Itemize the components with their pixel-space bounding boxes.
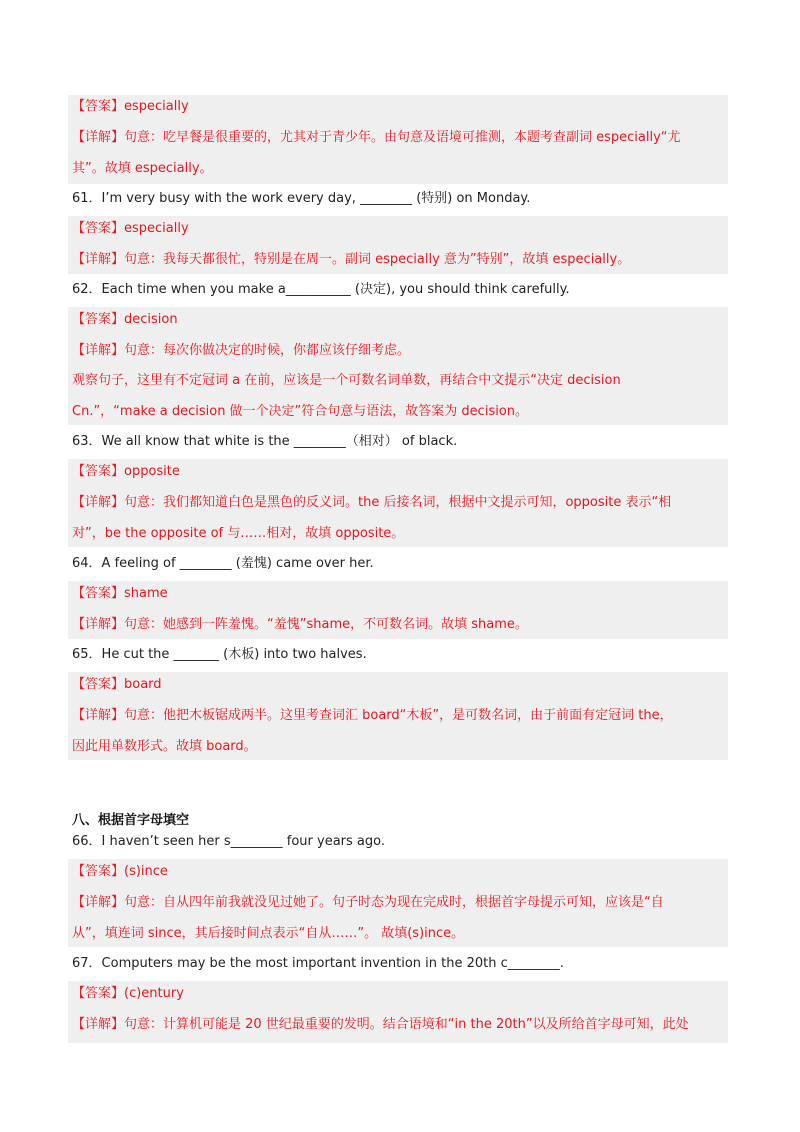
detail-line: 【详解】句意：自从四年前我就没见过她了。句子时态为现在完成时，根据首字母提示可知，应该是“自 [72, 895, 664, 910]
question-64: 64．A feeling of ________ (羞愧) came over her. [72, 556, 374, 571]
answer-label: 【答案】decision [72, 312, 178, 327]
answer-label: 【答案】(s)ince [72, 864, 168, 879]
detail-line: 【详解】句意：他把木板锯成两半。这里考查词汇 board“木板”，是可数名词，由于前面有定冠词 the， [72, 708, 673, 723]
answer-label: 【答案】especially [72, 99, 189, 114]
question-61: 61．I’m very busy with the work every day, ________ (特别) on Monday. [72, 191, 531, 206]
answer-label: 【答案】board [72, 677, 162, 692]
answer-label: 【答案】opposite [72, 464, 180, 479]
answer-label: 【答案】(c)entury [72, 986, 184, 1001]
detail-line: 【详解】句意：计算机可能是 20 世纪最重要的发明。结合语境和“in the 20th”以及所给首字母可知，此处 [72, 1017, 689, 1032]
detail-line: 【详解】句意：吃早餐是很重要的，尤其对于青少年。由句意及语境可推测，本题考查副词 especially“尤 [72, 130, 681, 145]
detail-line: 【详解】句意：我每天都很忙，特别是在周一。副词 especially 意为”特别”，故填 especially。 [72, 252, 631, 267]
detail-line: 其”。故填 especially。 [72, 161, 213, 176]
question-65: 65．He cut the _______ (木板) into two halves. [72, 647, 367, 662]
detail-line: 【详解】句意：每次你做决定的时候，你都应该仔细考虑。 [72, 343, 411, 358]
question-67: 67．Computers may be the most important invention in the 20th c________. [72, 956, 564, 971]
question-66: 66．I haven’t seen her s________ four years ago. [72, 834, 385, 849]
detail-line: 观察句子，这里有不定冠词 a 在前，应该是一个可数名词单数，再结合中文提示“决定 decision [72, 373, 621, 388]
detail-line: 从”，填连词 since，其后接时间点表示“自从……”。 故填(s)ince。 [72, 926, 465, 941]
detail-line: 因此用单数形式。故填 board。 [72, 739, 257, 754]
detail-line: 【详解】句意：她感到一阵羞愧。“羞愧”shame，不可数名词。故填 shame。 [72, 617, 528, 632]
question-62: 62．Each time when you make a__________ (决定), you should think carefully. [72, 282, 570, 297]
detail-line: 对”，be the opposite of 与……相对，故填 opposite。 [72, 526, 405, 541]
answer-label: 【答案】shame [72, 586, 168, 601]
question-63: 63．We all know that white is the ________（相对） of black. [72, 434, 458, 449]
detail-line: Cn.”，“make a decision 做一个决定”符合句意与语法，故答案为 decision。 [72, 404, 529, 419]
detail-line: 【详解】句意：我们都知道白色是黑色的反义词。the 后接名词，根据中文提示可知，opposite 表示“相 [72, 495, 672, 510]
answer-label: 【答案】especially [72, 221, 189, 236]
section-heading: 八、根据首字母填空 [72, 813, 190, 828]
